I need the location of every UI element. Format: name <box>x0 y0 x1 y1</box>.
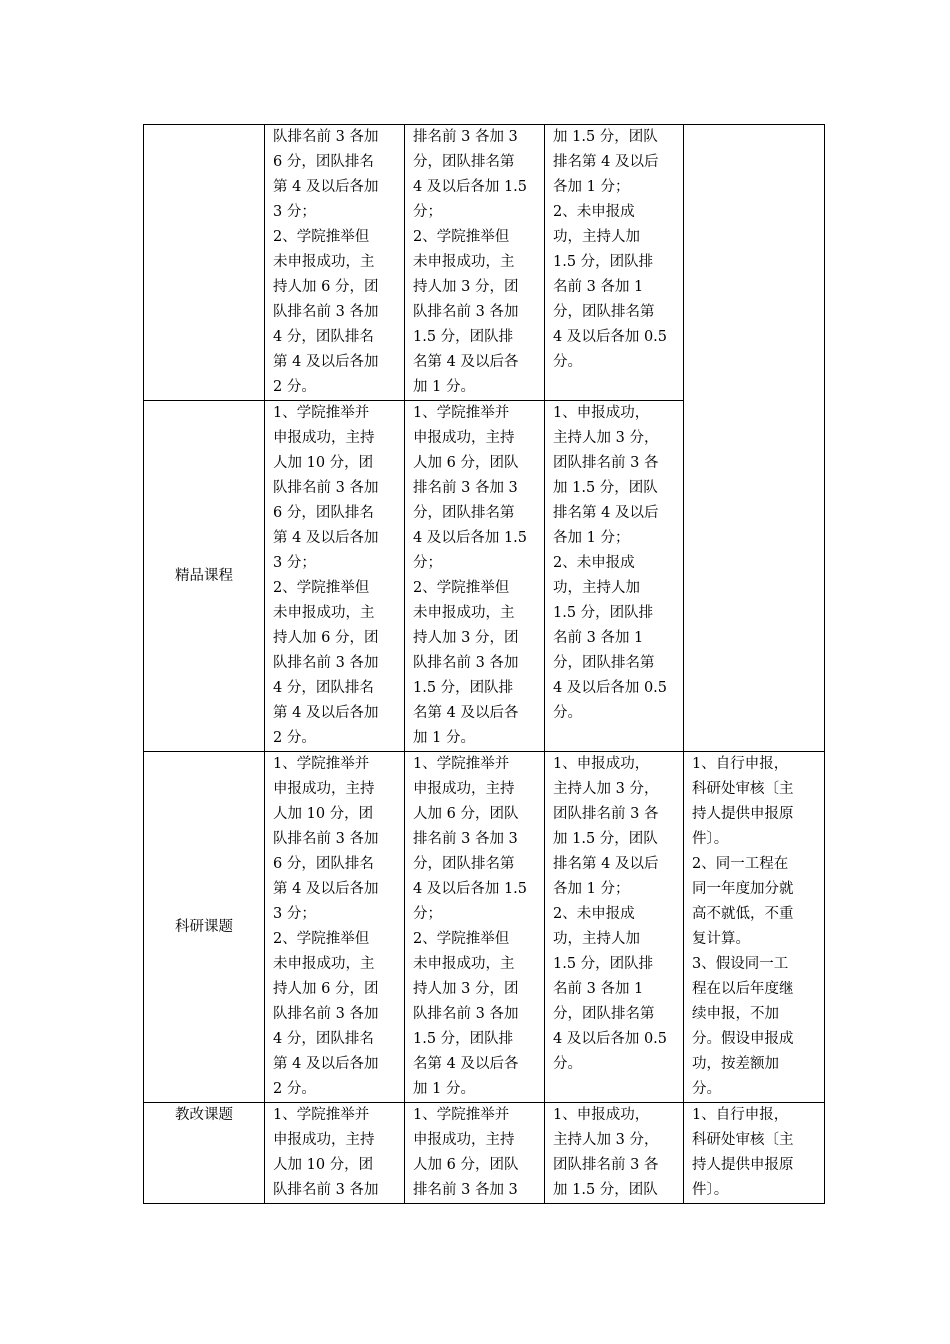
cell-text-line: 4 及以后各加 1.5 <box>413 179 528 195</box>
cell-text-line: 2、学院推举但 <box>273 931 370 947</box>
cell-text-line: 队排名前 3 各加 <box>413 1006 519 1022</box>
cell-text-line: 持人加 3 分，团 <box>413 981 519 997</box>
cell-text-line: 3 分； <box>273 906 316 922</box>
cell-text-line: 未申报成功，主 <box>273 956 375 972</box>
score-cell-college-recommended <box>265 752 405 1103</box>
cell-text-line: 排名前 3 各加 3 <box>413 129 518 145</box>
cell-text-line: 未申报成功，主 <box>273 254 375 270</box>
cell-text-line: 1、学院推举并 <box>413 405 510 421</box>
cell-text-line: 排名前 3 各加 3 <box>413 480 518 496</box>
cell-text-line: 队排名前 3 各加 <box>273 304 379 320</box>
cell-text-line: 排名前 3 各加 3 <box>413 1182 518 1198</box>
cell-text-line: 1、学院推举并 <box>413 756 510 772</box>
cell-text-line: 2、未申报成 <box>553 204 635 220</box>
cell-text-line: 2、学院推举但 <box>273 229 370 245</box>
cell-text-line: 队排名前 3 各加 <box>273 1006 379 1022</box>
cell-text-line: 主持人加 3 分， <box>553 1132 659 1148</box>
cell-text-line: 排名第 4 及以后 <box>553 856 659 872</box>
table-row <box>144 1103 825 1204</box>
cell-text-line: 6 分，团队排名 <box>273 154 374 170</box>
cell-text-line: 第 4 及以后各加 <box>273 1056 379 1072</box>
cell-text-line: 4 及以后各加 1.5 <box>413 881 528 897</box>
cell-text-line: 持人加 6 分，团 <box>273 279 379 295</box>
cell-text-line: 人加 6 分，团队 <box>413 806 519 822</box>
cell-text-line: 队排名前 3 各加 <box>273 1182 379 1198</box>
cell-text-line: 申报成功，主持 <box>273 1132 375 1148</box>
cell-text-line: 申报成功，主持 <box>413 781 515 797</box>
score-cell-school-level <box>405 752 545 1103</box>
category-cell: 教改课题 <box>144 1103 265 1204</box>
cell-text-line: 第 4 及以后各加 <box>273 881 379 897</box>
cell-text-line: 1、自行申报， <box>692 756 789 772</box>
cell-text-line: 科研处审核〔主 <box>692 781 794 797</box>
cell-text-line: 排名前 3 各加 3 <box>413 831 518 847</box>
cell-text-line: 排名第 4 及以后 <box>553 505 659 521</box>
cell-text-line: 分； <box>413 555 442 571</box>
cell-text-line: 3、假设同一工 <box>692 956 789 972</box>
cell-text-line: 1.5 分，团队排 <box>553 254 654 270</box>
cell-text-line: 1.5 分，团队排 <box>413 329 514 345</box>
cell-text-line: 团队排名前 3 各 <box>553 455 659 471</box>
cell-text-line: 4 及以后各加 0.5 <box>553 329 668 345</box>
cell-text-line: 未申报成功，主 <box>273 605 375 621</box>
cell-text-line: 功，主持人加 <box>553 580 640 596</box>
cell-text-line: 加 1 分。 <box>413 1081 475 1097</box>
cell-text-line: 队排名前 3 各加 <box>273 129 379 145</box>
cell-text-line: 人加 10 分，团 <box>273 806 374 822</box>
score-cell-applied <box>545 752 684 1103</box>
cell-text-line: 队排名前 3 各加 <box>273 831 379 847</box>
cell-text-line: 排名第 4 及以后 <box>553 154 659 170</box>
cell-text-line: 分，团队排名第 <box>413 856 515 872</box>
cell-text-line: 分。 <box>553 705 582 721</box>
category-cell: 精品课程 <box>144 401 265 752</box>
cell-text-line: 4 及以后各加 0.5 <box>553 1031 668 1047</box>
cell-text-line: 加 1.5 分，团队 <box>553 129 658 145</box>
cell-text-line: 未申报成功，主 <box>413 956 515 972</box>
cell-text-line: 分； <box>413 204 442 220</box>
cell-text-line: 申报成功，主持 <box>413 1132 515 1148</box>
cell-text-line: 主持人加 3 分， <box>553 430 659 446</box>
cell-text-line: 人加 6 分，团队 <box>413 455 519 471</box>
cell-text-line: 程在以后年度继 <box>692 981 794 997</box>
cell-text-line: 未申报成功，主 <box>413 605 515 621</box>
cell-text-line: 分。假设申报成 <box>692 1031 794 1047</box>
cell-text-line: 名第 4 及以后各 <box>413 705 519 721</box>
cell-text-line: 申报成功，主持 <box>413 430 515 446</box>
cell-text-line: 人加 6 分，团队 <box>413 1157 519 1173</box>
cell-text-line: 1、自行申报， <box>692 1107 789 1123</box>
cell-text-line: 加 1 分。 <box>413 730 475 746</box>
cell-text-line: 分，团队排名第 <box>413 154 515 170</box>
cell-text-line: 名第 4 及以后各 <box>413 1056 519 1072</box>
notes-cell <box>684 125 825 752</box>
score-cell-school-level <box>405 1103 545 1204</box>
cell-text-line: 续申报，不加 <box>692 1006 779 1022</box>
cell-text-line: 1、申报成功， <box>553 1107 650 1123</box>
cell-text-line: 名前 3 各加 1 <box>553 279 644 295</box>
cell-text-line: 复计算。 <box>692 931 750 947</box>
cell-text-line: 件〕。 <box>692 831 729 847</box>
cell-text-line: 分，团队排名第 <box>553 304 655 320</box>
cell-text-line: 主持人加 3 分， <box>553 781 659 797</box>
cell-text-line: 1、学院推举并 <box>273 405 370 421</box>
cell-text-line: 第 4 及以后各加 <box>273 530 379 546</box>
cell-text-line: 2、学院推举但 <box>413 229 510 245</box>
cell-text-line: 4 分，团队排名 <box>273 329 374 345</box>
cell-text-line: 2、同一工程在 <box>692 856 789 872</box>
cell-text-line: 分。 <box>553 354 582 370</box>
cell-text-line: 3 分； <box>273 204 316 220</box>
cell-text-line: 1、学院推举并 <box>273 1107 370 1123</box>
cell-text-line: 持人提供申报原 <box>692 806 794 822</box>
cell-text-line: 持人加 6 分，团 <box>273 981 379 997</box>
cell-text-line: 团队排名前 3 各 <box>553 1157 659 1173</box>
cell-text-line: 功，主持人加 <box>553 931 640 947</box>
cell-text-line: 名前 3 各加 1 <box>553 981 644 997</box>
cell-text-line: 加 1.5 分，团队 <box>553 480 658 496</box>
score-cell-applied <box>545 1103 684 1204</box>
cell-text-line: 持人加 6 分，团 <box>273 630 379 646</box>
cell-text-line: 名第 4 及以后各 <box>413 354 519 370</box>
score-cell-school-level <box>405 401 545 752</box>
cell-text-line: 分； <box>413 906 442 922</box>
cell-text-line: 6 分，团队排名 <box>273 856 374 872</box>
cell-text-line: 4 及以后各加 1.5 <box>413 530 528 546</box>
cell-text-line: 各加 1 分； <box>553 881 630 897</box>
score-cell-school-level <box>405 125 545 401</box>
cell-text-line: 2 分。 <box>273 730 316 746</box>
cell-text-line: 2、学院推举但 <box>413 931 510 947</box>
cell-text-line: 未申报成功，主 <box>413 254 515 270</box>
cell-text-line: 持人加 3 分，团 <box>413 279 519 295</box>
cell-text-line: 2、未申报成 <box>553 555 635 571</box>
cell-text-line: 1、申报成功， <box>553 405 650 421</box>
cell-text-line: 6 分，团队排名 <box>273 505 374 521</box>
cell-text-line: 1.5 分，团队排 <box>553 956 654 972</box>
cell-text-line: 1.5 分，团队排 <box>413 1031 514 1047</box>
cell-text-line: 4 及以后各加 0.5 <box>553 680 668 696</box>
cell-text-line: 各加 1 分； <box>553 530 630 546</box>
cell-text-line: 申报成功，主持 <box>273 430 375 446</box>
cell-text-line: 2、学院推举但 <box>413 580 510 596</box>
cell-text-line: 团队排名前 3 各 <box>553 806 659 822</box>
cell-text-line: 分，团队排名第 <box>553 655 655 671</box>
cell-text-line: 分。 <box>692 1081 721 1097</box>
cell-text-line: 2 分。 <box>273 1081 316 1097</box>
cell-text-line: 1、学院推举并 <box>273 756 370 772</box>
cell-text-line: 分。 <box>553 1056 582 1072</box>
category-cell: 科研课题 <box>144 752 265 1103</box>
cell-text-line: 1.5 分，团队排 <box>553 605 654 621</box>
cell-text-line: 分，团队排名第 <box>413 505 515 521</box>
cell-text-line: 持人提供申报原 <box>692 1157 794 1173</box>
cell-text-line: 队排名前 3 各加 <box>413 655 519 671</box>
cell-text-line: 1.5 分，团队排 <box>413 680 514 696</box>
cell-text-line: 第 4 及以后各加 <box>273 179 379 195</box>
notes-cell <box>684 1103 825 1204</box>
cell-text-line: 持人加 3 分，团 <box>413 630 519 646</box>
cell-text-line: 4 分，团队排名 <box>273 1031 374 1047</box>
cell-text-line: 队排名前 3 各加 <box>413 304 519 320</box>
cell-text-line: 队排名前 3 各加 <box>273 480 379 496</box>
cell-text-line: 队排名前 3 各加 <box>273 655 379 671</box>
cell-text-line: 2、学院推举但 <box>273 580 370 596</box>
cell-text-line: 4 分，团队排名 <box>273 680 374 696</box>
cell-text-line: 功，按差额加 <box>692 1056 779 1072</box>
cell-text-line: 1、申报成功， <box>553 756 650 772</box>
cell-text-line: 加 1.5 分，团队 <box>553 831 658 847</box>
table-row <box>144 752 825 1103</box>
cell-text-line: 人加 10 分，团 <box>273 455 374 471</box>
score-cell-college-recommended <box>265 125 405 401</box>
cell-text-line: 人加 10 分，团 <box>273 1157 374 1173</box>
cell-text-line: 1、学院推举并 <box>413 1107 510 1123</box>
table-row <box>144 125 825 401</box>
cell-text-line: 科研处审核〔主 <box>692 1132 794 1148</box>
cell-text-line: 各加 1 分； <box>553 179 630 195</box>
cell-text-line: 2、未申报成 <box>553 906 635 922</box>
cell-text-line: 加 1 分。 <box>413 379 475 395</box>
cell-text-line: 2 分。 <box>273 379 316 395</box>
cell-text-line: 申报成功，主持 <box>273 781 375 797</box>
score-cell-applied <box>545 125 684 401</box>
cell-text-line: 分，团队排名第 <box>553 1006 655 1022</box>
cell-text-line: 件〕。 <box>692 1182 729 1198</box>
cell-text-line: 第 4 及以后各加 <box>273 354 379 370</box>
score-cell-college-recommended <box>265 401 405 752</box>
cell-text-line: 高不就低，不重 <box>692 906 794 922</box>
notes-cell <box>684 752 825 1103</box>
cell-text-line: 第 4 及以后各加 <box>273 705 379 721</box>
cell-text-line: 功，主持人加 <box>553 229 640 245</box>
score-cell-college-recommended <box>265 1103 405 1204</box>
cell-text-line: 同一年度加分就 <box>692 881 794 897</box>
scoring-table <box>143 124 825 1204</box>
score-cell-applied <box>545 401 684 752</box>
cell-text-line: 加 1.5 分，团队 <box>553 1182 658 1198</box>
cell-text-line: 名前 3 各加 1 <box>553 630 644 646</box>
category-cell <box>144 125 265 401</box>
cell-text-line: 3 分； <box>273 555 316 571</box>
